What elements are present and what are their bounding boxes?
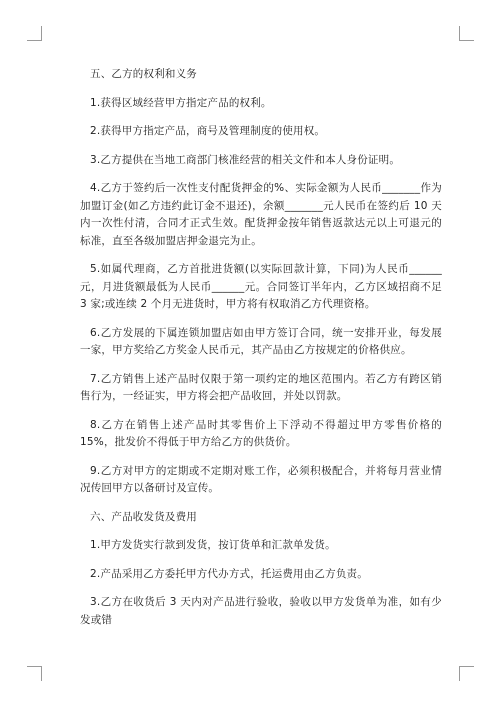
crop-mark-bottom-right — [459, 666, 474, 681]
paragraph-shipping-3: 3.乙方在收货后 3 天内对产品进行验收，验收以甲方发货单为准，如有少发或错 — [80, 596, 442, 626]
paragraph-item-8: 8.乙方在销售上述产品时其零售价上下浮动不得超过甲方零售价格的 15%，批发价不得低于甲方给乙方的供货价。 — [80, 418, 442, 448]
section-heading-rights: 五、乙方的权利和义务 — [90, 68, 197, 80]
section-heading-shipping: 六、产品收发货及费用 — [90, 510, 197, 523]
paragraph-shipping-1: 1.甲方发货实行款到发货，按订货单和汇款单发货。 — [90, 539, 336, 551]
paragraph-item-7: 7.乙方销售上述产品时仅限于第一项约定的地区范围内。若乙方有跨区销售行为，一经证实，甲方将会把产品收回，并处以罚款。 — [80, 372, 442, 402]
paragraph-item-9: 9.乙方对甲方的定期或不定期对账工作，必须积极配合，并将每月营业情况传回甲方以备研讨及宣传。 — [80, 464, 442, 494]
paragraph-shipping-2: 2.产品采用乙方委托甲方代办方式，托运费用由乙方负责。 — [90, 567, 368, 580]
paragraph-item-5: 5.如属代理商，乙方首批进货额(以实际回款计算，下同)为人民币______元，月进货额最低为人民币______元。合同签订半年内，乙方区域招商不足 3 家;或连续 2 个月无进货时，甲方将有权取消乙方代理资格。 — [80, 263, 442, 310]
paragraph-item-2: 2.获得甲方指定产品，商号及管理制度的使用权。 — [90, 125, 326, 137]
paragraph-item-6: 6.乙方发展的下属连锁加盟店如由甲方签订合同，统一安排开业，每发展一家，甲方奖给乙方奖金人民币元，其产品由乙方按规定的价格供应。 — [80, 326, 442, 356]
document-body — [80, 66, 442, 640]
paragraph-item-4: 4.乙方于签约后一次性支付配货押金的%、实际金额为人民币_______作为加盟订金(如乙方违约此订金不退还)，余额_______元人民币在签约后 10 天内一次性付清，合同才正式生效。配货押金按年销售返款达元以上可退元的标准，直至各级加盟店押金退完为止。 — [80, 182, 442, 247]
crop-mark-bottom-left — [27, 666, 42, 681]
crop-mark-top-right — [459, 26, 474, 41]
paragraph-item-1: 1.获得区域经营甲方指定产品的权利。 — [90, 96, 272, 109]
paragraph-item-3: 3.乙方提供在当地工商部门核准经营的相关文件和本人身份证明。 — [90, 153, 401, 166]
crop-mark-top-left — [27, 26, 42, 41]
